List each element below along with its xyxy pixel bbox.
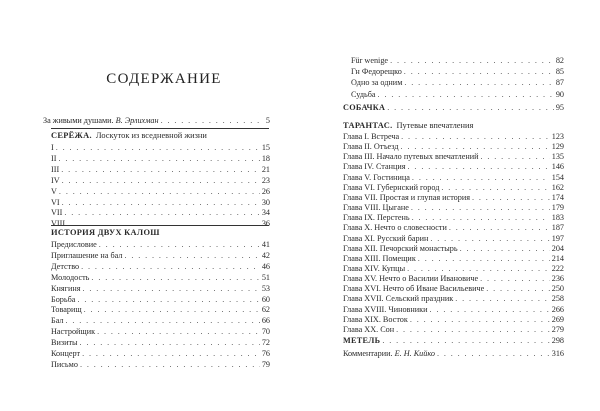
entry-page: 53 — [261, 283, 270, 293]
entry-page: 316 — [551, 349, 564, 358]
toc-entry[interactable] — [51, 164, 270, 175]
entry-title: Глава XIII. Помещик — [343, 253, 416, 263]
toc-entry[interactable] — [351, 77, 564, 88]
entry-page: 129 — [551, 142, 564, 152]
entry-page: 76 — [261, 349, 270, 358]
toc-entry[interactable] — [351, 89, 564, 100]
entry-title: Глава V. Гостиница — [343, 172, 410, 182]
toc-title: СОДЕРЖАНИЕ — [106, 71, 222, 87]
entry-page: 85 — [555, 67, 564, 77]
toc-entry[interactable] — [51, 283, 270, 294]
section-heading-galoshes[interactable]: ИСТОРИЯ ДВУХ КАЛОШ — [51, 228, 160, 237]
entry-title: Гн Федорещко — [351, 67, 402, 77]
entry-title: Глава VI. Губернский город — [343, 182, 440, 192]
section-heading-metel[interactable]: МЕТЕЛЬ . . . 298 — [343, 335, 564, 346]
entry-page: 179 — [551, 203, 564, 213]
dot-leader — [64, 207, 259, 218]
dot-leader — [66, 315, 260, 326]
entry-title: Одно за одним — [351, 78, 403, 88]
entry-title: Глава VII. Простая и глупая история — [343, 192, 470, 202]
entry-title: I — [51, 143, 54, 152]
toc-entry[interactable] — [343, 324, 564, 335]
entry-page: 70 — [261, 327, 270, 337]
entry-title: Für wenige — [351, 56, 389, 65]
entry-page: 34 — [261, 208, 270, 218]
entry-page: 258 — [551, 294, 564, 304]
entry-page: 236 — [551, 274, 564, 284]
entry-title: Борьба — [51, 294, 76, 304]
entry-title: VI — [51, 197, 60, 207]
entry-page: 298 — [551, 336, 564, 345]
dot-leader — [99, 239, 260, 250]
entry-title: Глава IX. Перстень — [343, 213, 410, 223]
dot-leader — [404, 66, 554, 77]
toc-entry[interactable] — [51, 207, 270, 218]
dot-leader — [59, 186, 260, 197]
dot-leader — [81, 261, 260, 272]
dot-leader — [62, 175, 260, 186]
entry-title: Приглашение на бал — [51, 250, 123, 260]
entry-title: IV — [51, 175, 60, 185]
entry-page: 90 — [555, 89, 564, 99]
entry-page: 23 — [261, 175, 270, 185]
entry-page: 279 — [551, 324, 564, 334]
dot-leader — [77, 294, 259, 305]
dot-leader — [387, 102, 554, 113]
toc-entry[interactable] — [51, 142, 270, 153]
entry-page: 60 — [261, 294, 270, 304]
dot-leader — [58, 153, 259, 164]
entry-title: Глава II. Отъезд — [343, 142, 399, 152]
section-heading-tarantas[interactable]: ТАРАНТАС. Путевые впечатления — [343, 121, 474, 130]
entry-title: Глава XIV. Купцы — [343, 263, 406, 273]
entry-title: VIII — [51, 219, 66, 229]
entry-page: 269 — [551, 314, 564, 324]
toc-entry-commentary[interactable] — [343, 348, 564, 359]
entry-title: За живыми душами. В. Эрлихман — [43, 116, 159, 125]
entry-page: 72 — [261, 338, 270, 348]
entry-page: 214 — [551, 253, 564, 263]
entry-page: 135 — [551, 152, 564, 162]
entry-title: Глава X. Нечто о словесности — [343, 223, 447, 233]
entry-page: 30 — [261, 197, 270, 207]
dot-leader — [84, 304, 260, 315]
entry-title: Судьба — [351, 89, 376, 99]
toc-entry[interactable] — [51, 250, 270, 261]
entry-title: Глава VIII. Цыгане — [343, 203, 409, 213]
toc-entry[interactable] — [351, 55, 564, 66]
dot-leader — [56, 142, 260, 153]
dot-leader — [82, 348, 260, 359]
dot-leader — [161, 115, 264, 126]
entry-title: Глава III. Начало путевых впечатлений — [343, 152, 479, 162]
dot-leader — [97, 326, 260, 337]
entry-title: Молодость — [51, 272, 90, 282]
entry-title: Письмо — [51, 359, 78, 369]
entry-title: Концерт — [51, 349, 81, 358]
entry-page: 204 — [551, 243, 564, 253]
section-divider — [51, 128, 269, 129]
entry-page: 15 — [261, 143, 270, 152]
toc-entry[interactable] — [51, 294, 270, 305]
toc-entry[interactable] — [51, 359, 270, 370]
entry-page: 42 — [261, 250, 270, 260]
entry-page: 266 — [551, 304, 564, 314]
entry-page: 41 — [261, 240, 270, 249]
toc-entry[interactable] — [51, 304, 270, 315]
dot-leader — [61, 164, 260, 175]
entry-title: Настройщик — [51, 327, 96, 337]
dot-leader — [80, 337, 260, 348]
entry-title: II — [51, 153, 57, 163]
right-page — [300, 0, 600, 411]
entry-page: 162 — [551, 182, 564, 192]
entry-page: 36 — [261, 219, 270, 229]
entry-page: 82 — [555, 56, 564, 65]
dot-leader — [124, 250, 259, 261]
toc-entry[interactable] — [51, 337, 270, 348]
entry-title: Глава XVII. Сельский праздник — [343, 294, 454, 304]
entry-page: 5 — [265, 116, 270, 125]
entry-page: 66 — [261, 316, 270, 326]
dot-leader — [62, 197, 260, 208]
entry-page: 62 — [261, 305, 270, 315]
section-divider — [51, 225, 269, 226]
entry-page: 51 — [261, 272, 270, 282]
entry-page: 21 — [261, 164, 270, 174]
entry-page: 174 — [551, 192, 564, 202]
toc-entry[interactable] — [51, 239, 270, 250]
entry-page: 250 — [551, 284, 564, 294]
entry-title: Глава XVI. Нечто об Иване Васильевиче — [343, 284, 485, 294]
dot-leader — [91, 272, 259, 283]
entry-title: Бал — [51, 316, 64, 326]
entry-title: Глава XVIII. Чиновники — [343, 304, 428, 314]
dot-leader — [80, 359, 260, 370]
entry-title: Комментарии. Е. Н. Кийко — [343, 349, 435, 358]
entry-title: V — [51, 186, 57, 196]
dot-leader — [378, 89, 554, 100]
entry-page: 26 — [261, 186, 270, 196]
entry-title: Визиты — [51, 338, 78, 348]
section-heading-sobachka[interactable]: СОБАЧКА . . . 95 — [343, 102, 564, 113]
dot-leader — [404, 77, 553, 88]
dot-leader — [390, 55, 554, 66]
entry-title: Глава I. Встреча — [343, 132, 400, 141]
entry-page: 197 — [551, 233, 564, 243]
toc-entry[interactable] — [51, 315, 270, 326]
entry-page: 154 — [551, 172, 564, 182]
dot-leader — [83, 283, 260, 294]
toc-entry[interactable] — [351, 66, 564, 77]
entry-title: Глава IV. Станция — [343, 162, 406, 172]
entry-page: 87 — [555, 78, 564, 88]
entry-page: 95 — [555, 103, 564, 112]
entry-page: 79 — [261, 359, 270, 369]
dot-leader — [396, 324, 550, 335]
entry-title: Детство — [51, 261, 80, 271]
entry-title: Глава XV. Нечто о Василии Ивановиче — [343, 274, 479, 284]
toc-entry[interactable] — [51, 197, 270, 208]
dot-leader — [382, 335, 549, 346]
entry-page: 18 — [261, 153, 270, 163]
dot-leader — [437, 348, 550, 359]
entry-title: Глава XI. Русский барин — [343, 233, 429, 243]
entry-title: III — [51, 164, 60, 174]
toc-entry-intro[interactable] — [43, 115, 270, 126]
entry-page: 46 — [261, 261, 270, 271]
entry-page: 222 — [551, 263, 564, 273]
toc-entry[interactable] — [51, 348, 270, 359]
entry-title: Товарищ — [51, 305, 82, 315]
toc-entry[interactable] — [51, 153, 270, 164]
section-heading-seryozha[interactable]: СЕРЁЖА. Лоскуток из вседневной жизни — [51, 131, 207, 140]
toc-entry[interactable] — [51, 272, 270, 283]
entry-title: Предисловие — [51, 240, 97, 249]
toc-entry[interactable] — [51, 186, 270, 197]
entry-title: Глава XII. Печорский монастырь — [343, 243, 458, 253]
toc-entry[interactable] — [51, 175, 270, 186]
entry-title: Глава XX. Сон — [343, 324, 395, 334]
toc-entry[interactable] — [51, 261, 270, 272]
entry-page: 187 — [551, 223, 564, 233]
entry-title: Княгиня — [51, 283, 81, 293]
entry-title: VII — [51, 208, 63, 218]
entry-page: 146 — [551, 162, 564, 172]
entry-page: 183 — [551, 213, 564, 223]
toc-entry[interactable] — [51, 326, 270, 337]
entry-title: Глава XIX. Восток — [343, 314, 408, 324]
entry-page: 123 — [551, 132, 564, 141]
